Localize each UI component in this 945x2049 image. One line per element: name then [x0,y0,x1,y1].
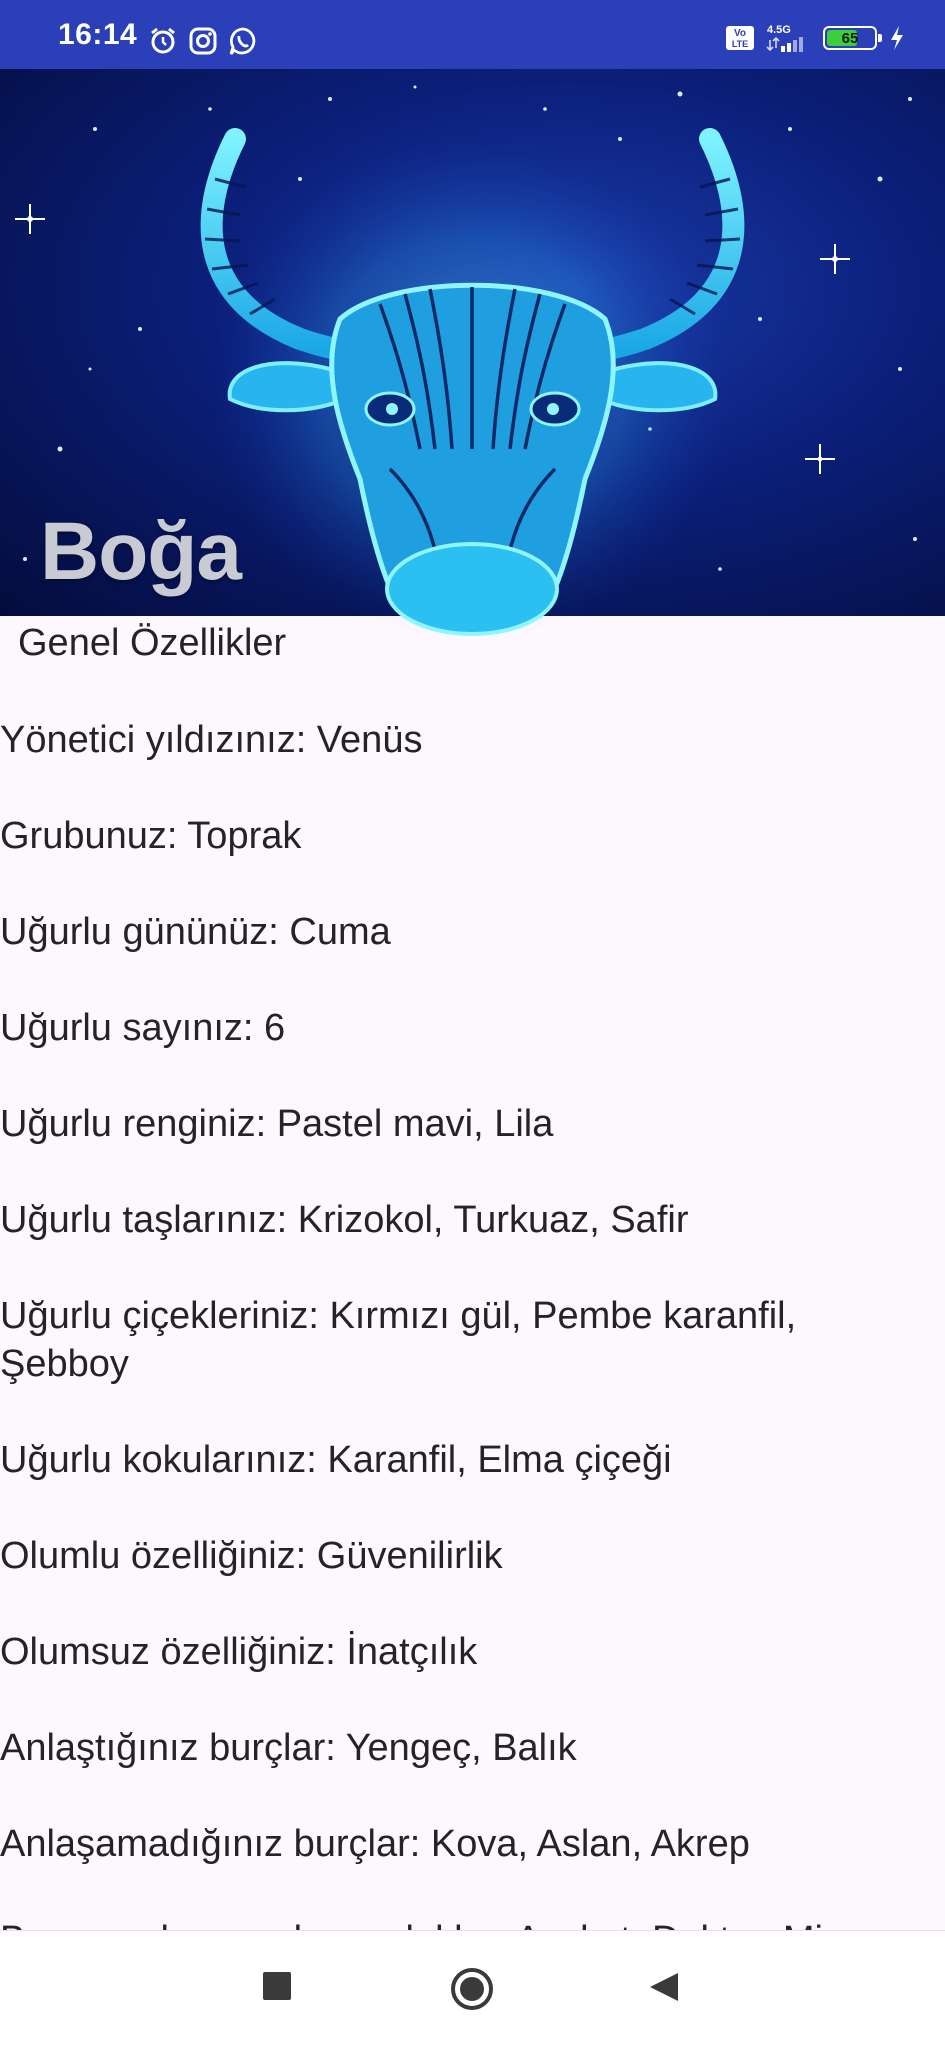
recents-square-icon[interactable] [262,1971,292,2001]
system-icons [725,24,905,52]
home-circle-icon[interactable] [450,1967,494,2011]
trait-negative: Olumsuz özelliğiniz: İnatçılık [0,1631,478,1673]
status-bar [0,0,945,69]
trait-lucky-stones: Uğurlu taşlarınız: Krizokol, Turkuaz, Safir [0,1199,689,1241]
back-triangle-icon[interactable] [648,1971,680,2003]
volte-icon [725,25,755,51]
battery-indicator [823,26,877,50]
trait-lucky-day: Uğurlu gününüz: Cuma [0,911,391,953]
trait-compatible-signs: Anlaştığınız burçlar: Yengeç, Balık [0,1727,577,1769]
hero-banner [0,69,945,616]
alarm-clock-icon [148,26,178,56]
trait-lucky-color: Uğurlu renginiz: Pastel mavi, Lila [0,1103,554,1145]
trait-incompatible-signs: Anlaşamadığınız burçlar: Kova, Aslan, Akrep [0,1823,750,1865]
signal-indicator [767,24,811,52]
status-time: 16:14 [58,18,138,51]
svg-text:Vo: Vo [733,28,747,39]
network-type: 4.5G [767,24,791,36]
trait-lucky-number: Uğurlu sayınız: 6 [0,1007,286,1049]
trait-ruling-planet: Yönetici yıldızınız: Venüs [0,719,423,761]
instagram-icon [188,26,218,56]
section-heading: Genel Özellikler [18,622,287,664]
whatsapp-icon [228,26,258,56]
svg-text:LTE: LTE [731,39,749,49]
navigation-bar [0,1930,945,2049]
trait-element-group: Grubunuz: Toprak [0,815,302,857]
trait-positive: Olumlu özelliğiniz: Güvenilirlik [0,1535,503,1577]
battery-level: 65 [841,29,859,47]
trait-lucky-scents: Uğurlu kokularınız: Karanfil, Elma çiçeği [0,1439,672,1481]
trait-lucky-flowers: Uğurlu çiçekleriniz: Kırmızı gül, Pembe karanfil, Şebboy [0,1295,797,1385]
sign-title: Boğa [40,506,241,597]
signal-bars-icon [767,36,811,52]
sign-details [0,616,945,1930]
charging-bolt-icon [889,25,905,51]
notification-icons [148,26,258,56]
